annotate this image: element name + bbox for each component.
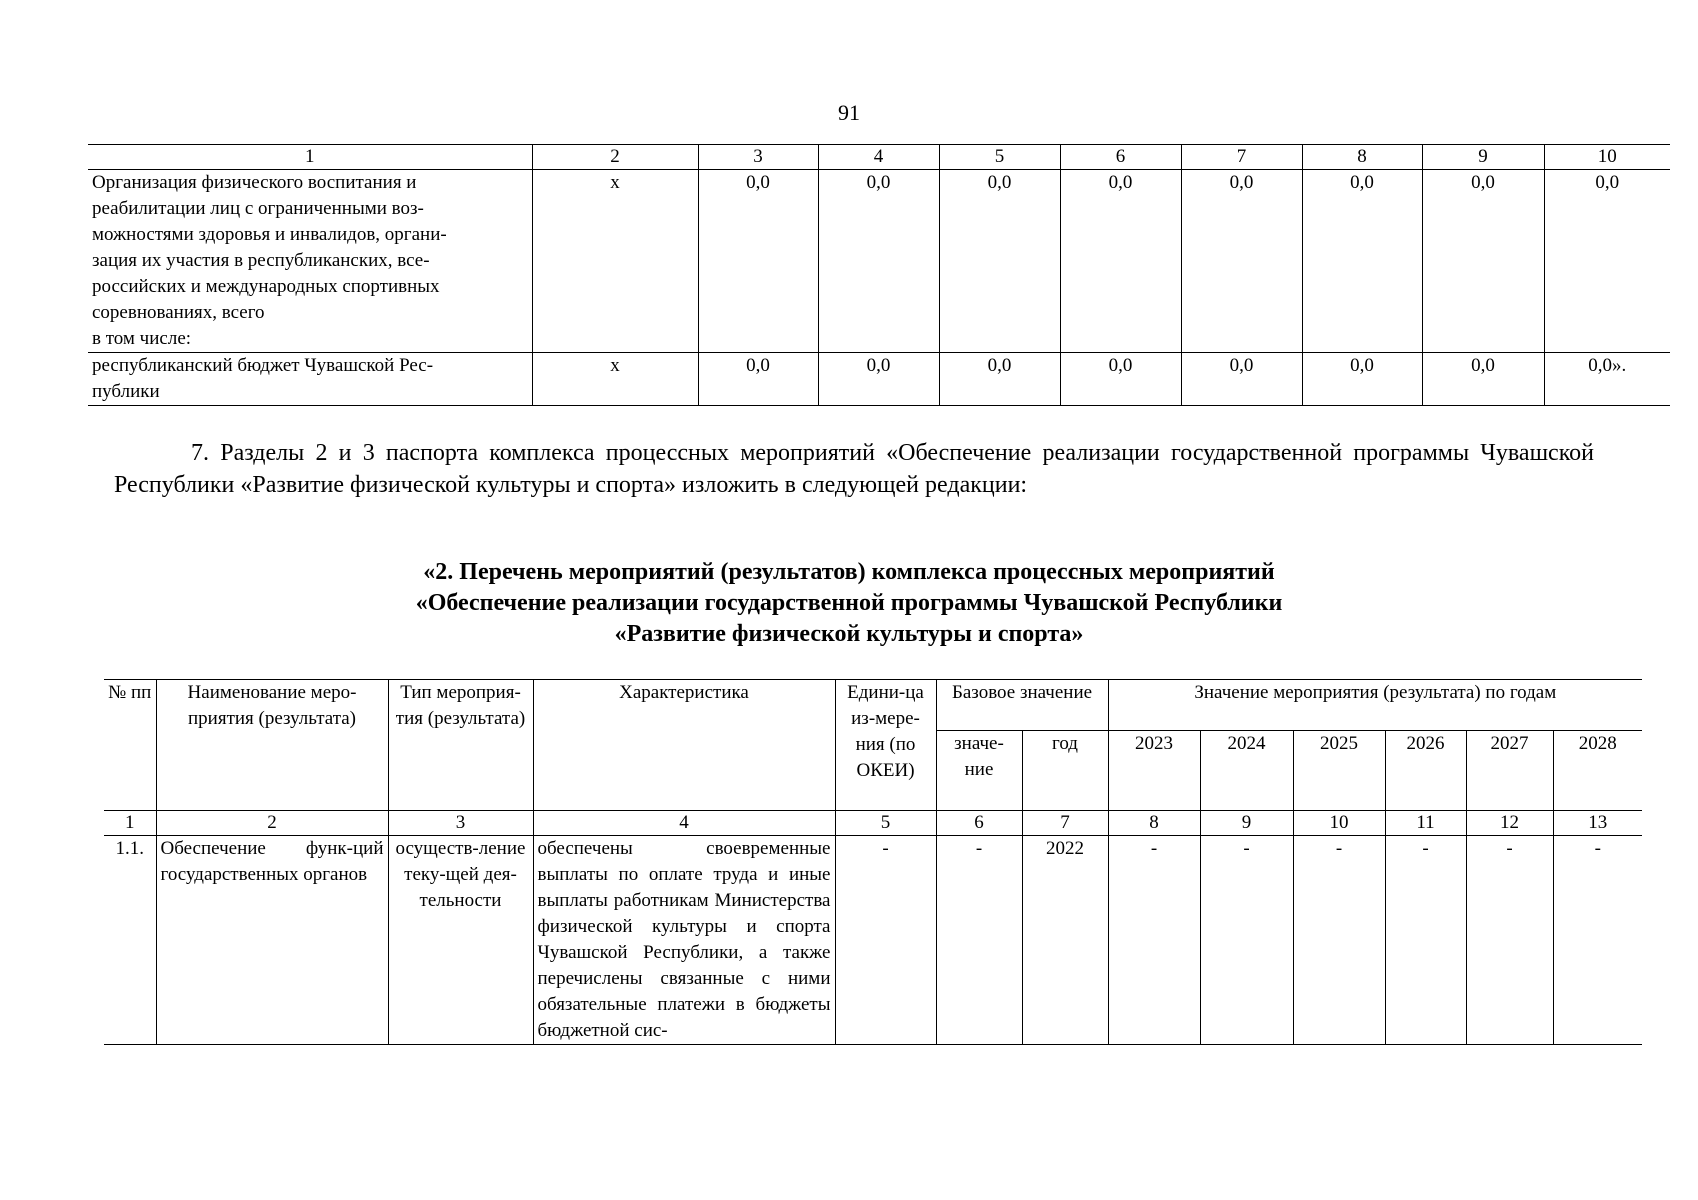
header-cell: 6: [1060, 145, 1181, 170]
row-year-value: -: [1200, 836, 1293, 1045]
value-cell: 0,0».: [1544, 353, 1670, 406]
header-year: 2028: [1553, 731, 1642, 811]
value-cell: 0,0: [1181, 353, 1302, 406]
value-cell: 0,0: [698, 353, 818, 406]
value-cell: 0,0: [1302, 353, 1422, 406]
value-cell: 0,0: [939, 170, 1060, 353]
column-number: 1: [104, 811, 156, 836]
header-cell: 9: [1422, 145, 1544, 170]
header-base-year: год: [1022, 731, 1108, 811]
value-cell: 0,0: [1544, 170, 1670, 353]
header-cell: 1: [88, 145, 532, 170]
header-cell: 7: [1181, 145, 1302, 170]
header-cell: 4: [818, 145, 939, 170]
column-number: 5: [835, 811, 936, 836]
section-heading: [0, 557, 1698, 650]
row-type: осуществ-ление теку-щей дея-тельности: [388, 836, 533, 1045]
measures-table: [104, 679, 1642, 1045]
header-type: Тип мероприя-тия (результата): [388, 680, 533, 811]
header-year: 2024: [1200, 731, 1293, 811]
heading-line: «Развитие физической культуры и спорта»: [614, 621, 1084, 647]
header-unit: Едини-ца из-мере-ния (по ОКЕИ): [835, 680, 936, 811]
header-cell: 3: [698, 145, 818, 170]
header-year: 2025: [1293, 731, 1385, 811]
row-base-value: -: [936, 836, 1022, 1045]
row-year-value: -: [1293, 836, 1385, 1045]
header-base: Базовое значение: [936, 680, 1108, 731]
column-number: 13: [1553, 811, 1642, 836]
header-name: Наименование меро-приятия (результата): [156, 680, 388, 811]
column-number: 11: [1385, 811, 1466, 836]
funding-table-header-row: [88, 145, 1670, 170]
row-characteristic: обеспечены своевременные выплаты по оплате труда и иные выплаты работникам Министерства физической культуры и спорта Чувашской Республики, а также перечислены связанные с ними обязательные платежи в бюджеты бюджетной сис-: [533, 836, 835, 1045]
value-cell: 0,0: [1422, 170, 1544, 353]
header-no: № пп: [104, 680, 156, 811]
value-cell: 0,0: [818, 170, 939, 353]
row-year-value: -: [1385, 836, 1466, 1045]
page-number: 91: [838, 100, 860, 125]
column-number: 9: [1200, 811, 1293, 836]
header-cell: 8: [1302, 145, 1422, 170]
value-cell: 0,0: [1181, 170, 1302, 353]
header-cell: 2: [532, 145, 698, 170]
heading-line: «Обеспечение реализации государственной программы Чувашской Республики: [415, 590, 1283, 616]
column-number: 8: [1108, 811, 1200, 836]
funding-table: [88, 144, 1670, 406]
row-base-year: 2022: [1022, 836, 1108, 1045]
value-cell: 0,0: [1422, 353, 1544, 406]
row-year-value: -: [1553, 836, 1642, 1045]
header-year: 2023: [1108, 731, 1200, 811]
row-no: 1.1.: [104, 836, 156, 1045]
value-cell: 0,0: [1060, 170, 1181, 353]
column-number-row: [104, 811, 1642, 836]
row-unit: -: [835, 836, 936, 1045]
header-year: 2027: [1466, 731, 1553, 811]
header-year: 2026: [1385, 731, 1466, 811]
header-years-group: Значение мероприятия (результата) по годам: [1108, 680, 1642, 731]
column-number: 7: [1022, 811, 1108, 836]
row-name: Обеспечение функ-ций государственных органов: [156, 836, 388, 1045]
row-name: Организация физического воспитания и реабилитации лиц с ограниченными воз- можностями здоровья и инвалидов, органи- зация их участия в республиканских, все- российских и международных спортивных соревнованиях, всего в том числе:: [88, 170, 532, 353]
value-cell: 0,0: [1060, 353, 1181, 406]
heading-line: «2. Перечень мероприятий (результатов) комплекса процессных мероприятий: [423, 559, 1275, 585]
column-number: 10: [1293, 811, 1385, 836]
column-number: 3: [388, 811, 533, 836]
header-base-value: значе-ние: [936, 731, 1022, 811]
table-row: [88, 170, 1670, 353]
header-cell: 10: [1544, 145, 1670, 170]
header-cell: 5: [939, 145, 1060, 170]
header-characteristic: Характеристика: [533, 680, 835, 811]
value-cell: 0,0: [939, 353, 1060, 406]
column-number: 2: [156, 811, 388, 836]
measures-header-row: [104, 680, 1642, 731]
column-number: 4: [533, 811, 835, 836]
table-row: [104, 836, 1642, 1045]
amendment-paragraph: 7. Разделы 2 и 3 паспорта комплекса процессных мероприятий «Обеспечение реализации государственной программы Чувашской Республики «Развитие физической культуры и спорта» изложить в следующей редакции:: [114, 440, 1594, 498]
row-col2: x: [532, 353, 698, 406]
column-number: 6: [936, 811, 1022, 836]
value-cell: 0,0: [1302, 170, 1422, 353]
value-cell: 0,0: [818, 353, 939, 406]
row-col2: x: [532, 170, 698, 353]
column-number: 12: [1466, 811, 1553, 836]
row-year-value: -: [1108, 836, 1200, 1045]
value-cell: 0,0: [698, 170, 818, 353]
table-row: [88, 353, 1670, 406]
row-name: республиканский бюджет Чувашской Рес- публики: [88, 353, 532, 406]
row-year-value: -: [1466, 836, 1553, 1045]
